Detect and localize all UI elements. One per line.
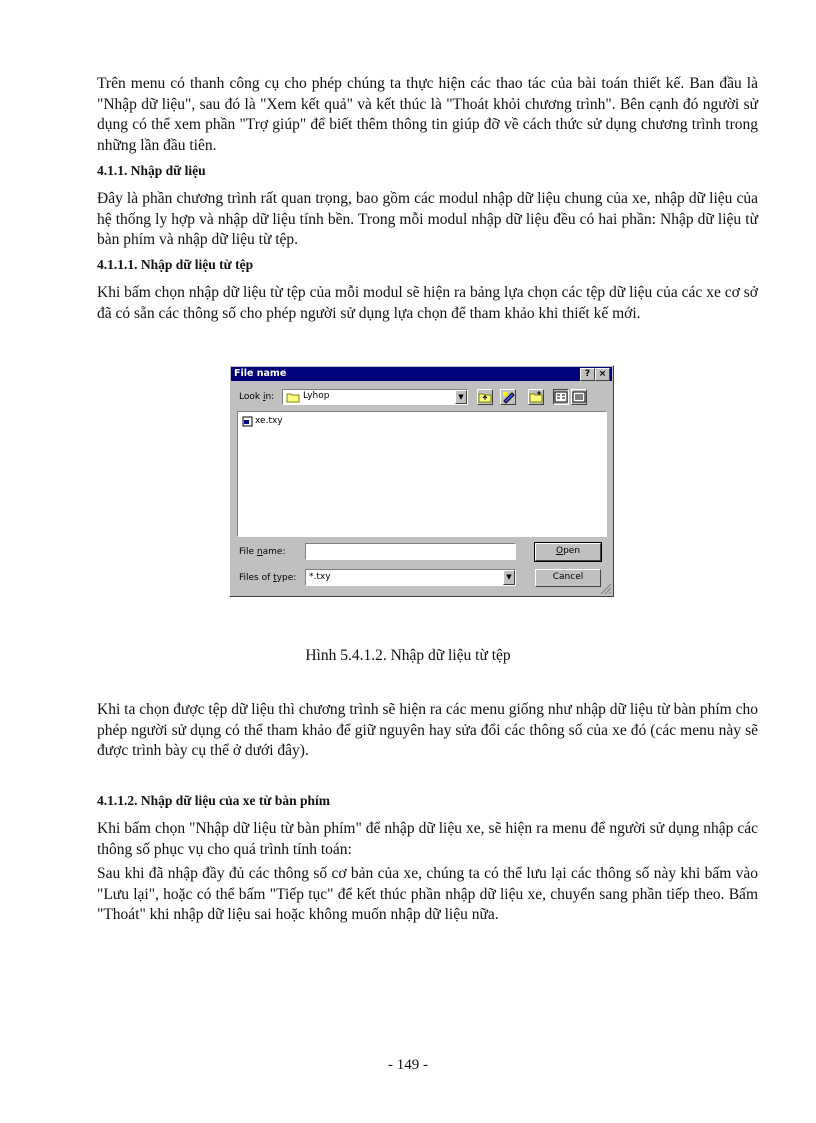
help-button[interactable]: ? xyxy=(580,368,595,381)
figure-caption: Hình 5.4.1.2. Nhập dữ liệu từ tệp xyxy=(305,647,511,664)
files-of-type-dropdown[interactable] xyxy=(305,569,516,586)
file-name-input[interactable] xyxy=(305,543,516,560)
dialog-title-bar xyxy=(231,367,612,381)
heading-4-1-1: 4.1.1. Nhập dữ liệu xyxy=(97,163,206,178)
file-icon xyxy=(242,416,253,427)
new-folder-icon[interactable] xyxy=(528,389,544,405)
chevron-down-icon[interactable]: ▼ xyxy=(455,390,467,404)
files-of-type-label: Files of type: xyxy=(239,573,297,583)
file-name-label: File name: xyxy=(239,547,286,557)
after-figure-paragraph: Khi ta chọn được tệp dữ liệu thì chương trình sẽ hiện ra các menu giống như nhập dữ liệu từ bàn phím cho phép người sử dụng có thể tham khảo để giữ nguyên hay sửa đổi các thông số của xe đó (các menu này sẽ được trình bày cụ thể ở dưới đây). xyxy=(97,701,758,759)
file-open-dialog xyxy=(229,365,614,597)
chevron-down-icon[interactable]: ▼ xyxy=(503,570,515,585)
dialog-title: File name xyxy=(234,368,287,379)
file-list[interactable] xyxy=(237,411,607,537)
heading-4-1-1-1: 4.1.1.1. Nhập dữ liệu từ tệp xyxy=(97,257,254,272)
section-4-1-1-2-paragraph-2: Sau khi đã nhập đầy đủ các thông số cơ bản của xe, chúng ta có thể lưu lại các thông số này khi bấm vào "Lưu lại", hoặc có thể bấm "Tiếp tục" để kết thúc phần nhập dữ liệu xe, chuyển sang phần tiếp theo. Bấm "Thoát" khi nhập dữ liệu sai hoặc không muốn nhập dữ liệu nữa. xyxy=(97,865,758,923)
look-in-label: Look in: xyxy=(239,392,275,402)
look-in-value: Lyhop xyxy=(303,391,330,401)
page-number: - 149 - xyxy=(388,1057,428,1073)
list-view-icon[interactable] xyxy=(553,389,569,405)
resize-grip-icon[interactable] xyxy=(600,583,612,595)
file-name-text: xe.txy xyxy=(255,416,283,426)
up-one-level-icon[interactable] xyxy=(477,389,493,405)
desktop-icon[interactable] xyxy=(500,389,516,405)
section-4-1-1-2-paragraph-1: Khi bấm chọn "Nhập dữ liệu từ bàn phím" để nhập dữ liệu xe, sẽ hiện ra menu để người sử dụng nhập các thông số phục vụ cho quá trình tính toán: xyxy=(97,820,758,858)
open-button[interactable]: Open xyxy=(535,543,601,561)
intro-paragraph: Trên menu có thanh công cụ cho phép chúng ta thực hiện các thao tác của bài toán thiết kế. Ban đầu là "Nhập dữ liệu", sau đó là "Xem kết quả" và kết thúc là "Thoát khỏi chương trình". Bên cạnh đó người sử dụng có thể xem phần "Trợ giúp" để biết thêm thông tin giúp đỡ về cách thức sử dụng chương trình trong những lần đầu tiên. xyxy=(97,75,758,154)
files-of-type-value: *.txy xyxy=(309,572,331,582)
section-4-1-1-1-paragraph: Khi bấm chọn nhập dữ liệu từ tệp của mỗi modul sẽ hiện ra bảng lựa chọn các tệp dữ liệu của các xe cơ sở đã có sẵn các thông số cho phép người sử dụng lựa chọn để tham khảo khi thiết kế mới. xyxy=(97,284,758,322)
details-view-icon[interactable] xyxy=(571,389,587,405)
section-4-1-1-paragraph: Đây là phần chương trình rất quan trọng, bao gồm các modul nhập dữ liệu chung của xe, nhập dữ liệu của hệ thống ly hợp và nhập dữ liệu tính bền. Trong mỗi modul nhập dữ liệu đều có hai phần: Nhập dữ liệu từ bàn phím và nhập dữ liệu từ tệp. xyxy=(97,190,758,248)
close-button[interactable]: × xyxy=(595,368,610,381)
folder-icon xyxy=(286,392,300,403)
heading-4-1-1-2: 4.1.1.2. Nhập dữ liệu của xe từ bàn phím xyxy=(97,793,330,808)
look-in-dropdown[interactable] xyxy=(282,389,468,405)
cancel-button[interactable]: Cancel xyxy=(535,569,601,587)
